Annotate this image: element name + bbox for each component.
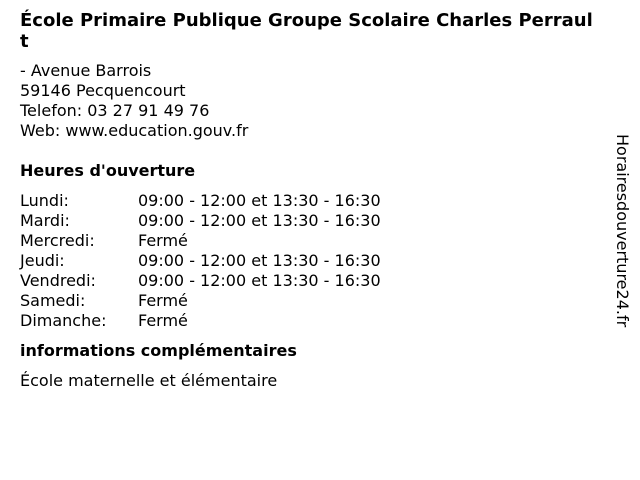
city-line: 59146 Pecquencourt: [20, 81, 186, 100]
hours-row-monday: [20, 191, 600, 211]
hours-time: 09:00 - 12:00 et 13:30 - 16:30: [138, 211, 381, 230]
business-card: [20, 10, 600, 391]
hours-row-friday: [20, 271, 600, 291]
page-title: École Primaire Publique Groupe Scolaire Charles Perrault: [20, 10, 593, 52]
hours-time: Fermé: [138, 291, 188, 310]
hours-row-sunday: [20, 311, 600, 331]
hours-row-wednesday: [20, 231, 600, 251]
hours-day: Mercredi:: [20, 231, 95, 250]
hours-day: Lundi:: [20, 191, 69, 210]
hours-day: Jeudi:: [20, 251, 65, 270]
hours-time: Fermé: [138, 311, 188, 330]
hours-row-tuesday: [20, 211, 600, 231]
hours-time: Fermé: [138, 231, 188, 250]
web-line: Web: www.education.gouv.fr: [20, 121, 249, 140]
brand-text: Horairesdouverture24.fr: [613, 134, 632, 328]
hours-day: Mardi:: [20, 211, 70, 230]
info-text: École maternelle et élémentaire: [20, 371, 278, 390]
brand-watermark: [612, 134, 632, 340]
hours-row-thursday: [20, 251, 600, 271]
phone-line: Telefon: 03 27 91 49 76: [20, 101, 210, 120]
info-heading: informations complémentaires: [20, 341, 297, 360]
hours-day: Samedi:: [20, 291, 86, 310]
hours-time: 09:00 - 12:00 et 13:30 - 16:30: [138, 251, 381, 270]
hours-time: 09:00 - 12:00 et 13:30 - 16:30: [138, 271, 381, 290]
address-block: [20, 61, 600, 141]
hours-time: 09:00 - 12:00 et 13:30 - 16:30: [138, 191, 381, 210]
hours-day: Dimanche:: [20, 311, 107, 330]
street-line: - Avenue Barrois: [20, 61, 152, 80]
hours-row-saturday: [20, 291, 600, 311]
hours-day: Vendredi:: [20, 271, 96, 290]
hours-heading: Heures d'ouverture: [20, 161, 196, 180]
hours-table: [20, 191, 600, 331]
